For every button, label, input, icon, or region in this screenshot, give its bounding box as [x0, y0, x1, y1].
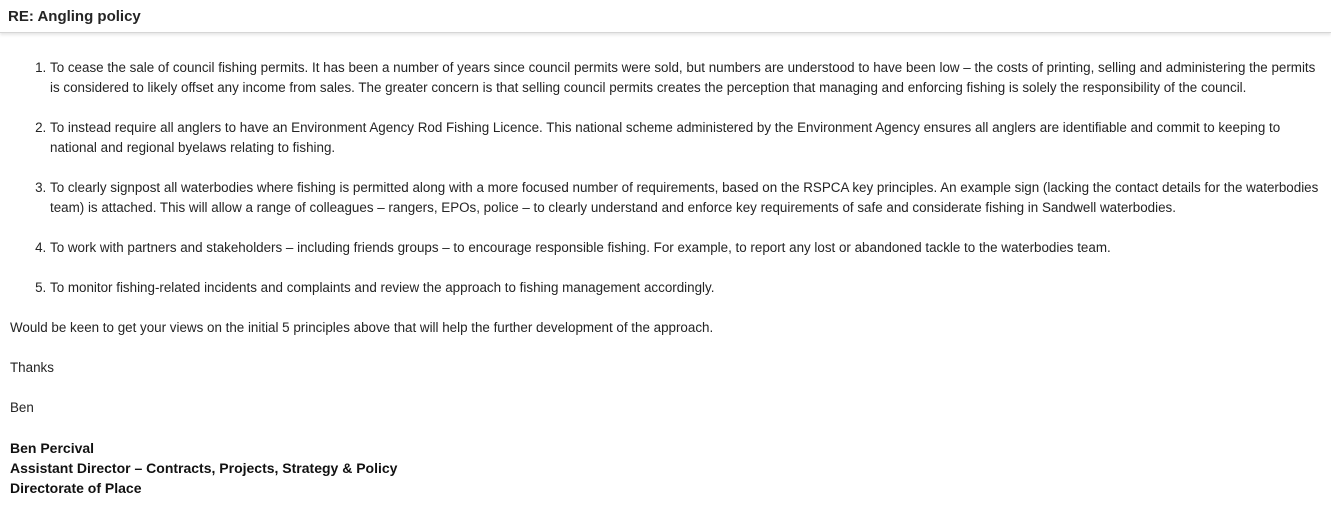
list-item: 2. To instead require all anglers to have an Environment Agency Rod Fishing Licence. This national scheme administered by the Environment Agency ensures all anglers are identifiable and commit to keeping to national and regional byelaws relating to fishing.	[50, 118, 1321, 158]
list-item: 1. To cease the sale of council fishing permits. It has been a number of years since council permits were sold, but numbers are understood to have been low – the costs of printing, selling and administering the permits is considered to likely offset any income from sales. The greater concern is that selling council permits creates the perception that managing and enforcing fishing is solely the responsibility of the council.	[50, 58, 1321, 98]
list-item: 3. To clearly signpost all waterbodies where fishing is permitted along with a more focused number of requirements, based on the RSPCA key principles. An example sign (lacking the contact details for the waterbodies team) is attached. This will allow a range of colleagues – rangers, EPOs, police – to clearly understand and enforce key requirements of safe and considerate fishing in Sandwell waterbodies.	[50, 178, 1321, 218]
signature-title: Assistant Director – Contracts, Projects, Strategy & Policy	[10, 460, 398, 476]
signature-name: Ben Percival	[10, 440, 95, 456]
signature-block	[10, 438, 1321, 498]
principles-list	[10, 58, 1321, 298]
list-item: 4. To work with partners and stakeholders – including friends groups – to encourage responsible fishing. For example, to report any lost or abandoned tackle to the waterbodies team.	[50, 238, 1321, 258]
email-body	[0, 58, 1331, 498]
signature-department: Directorate of Place	[10, 480, 142, 496]
closing-paragraph: Would be keen to get your views on the initial 5 principles above that will help the further development of the approach.	[10, 320, 714, 335]
email-header	[0, 0, 1331, 33]
list-item: 5. To monitor fishing-related incidents and complaints and review the approach to fishing management accordingly.	[50, 278, 1321, 298]
email-subject: RE: Angling policy	[8, 7, 141, 25]
sign-off: Ben	[10, 400, 34, 415]
thanks-line: Thanks	[10, 360, 54, 375]
